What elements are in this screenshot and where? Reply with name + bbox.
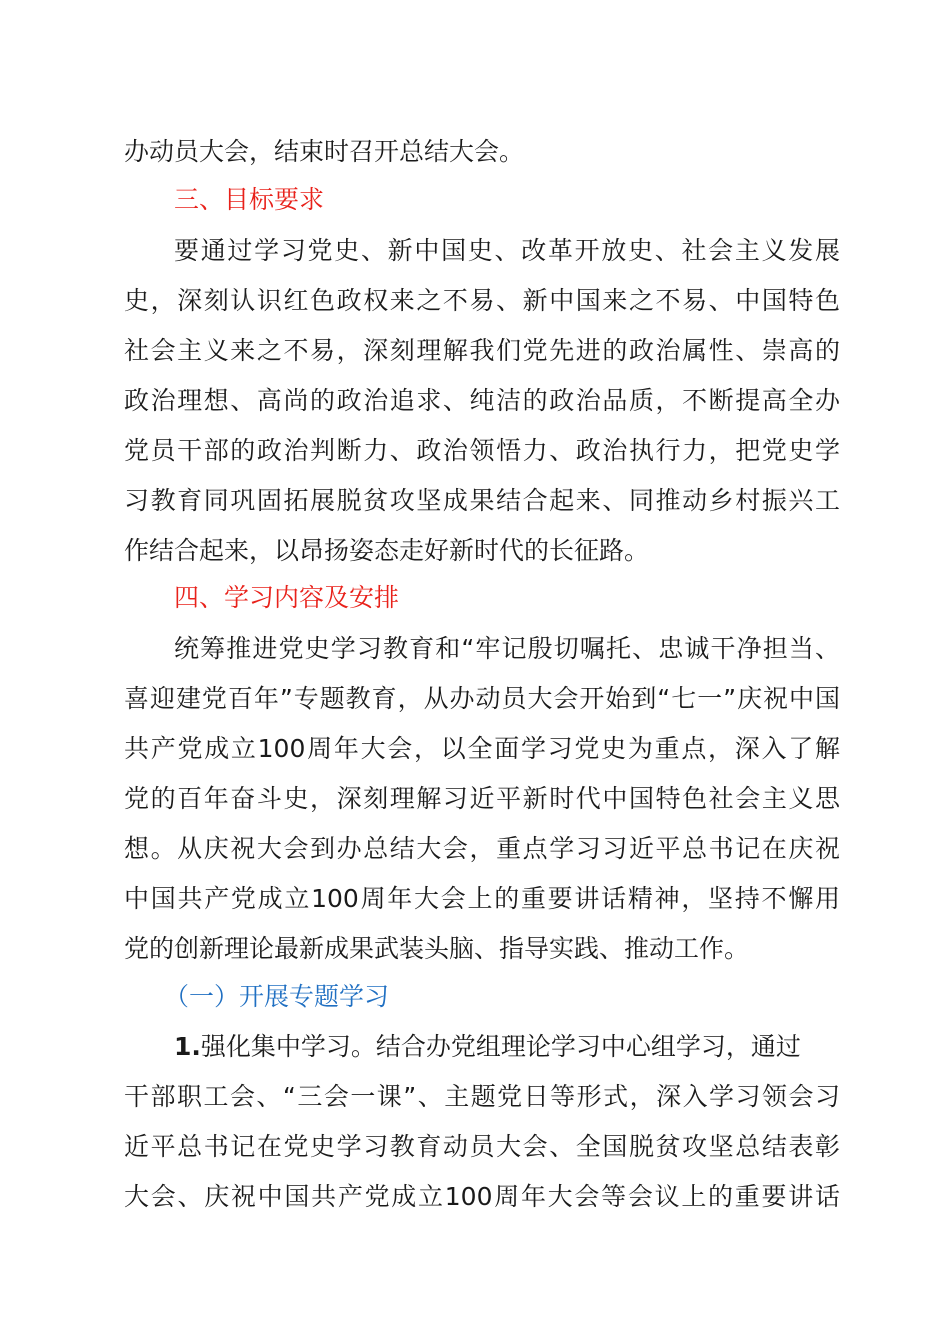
paragraph-line: 中国共产党成立100周年大会上的重要讲话精神，坚持不懈用 [124,884,840,913]
paragraph-line: 社会主义来之不易，深刻理解我们党先进的政治属性、崇高的 [124,336,840,365]
paragraph-line: 大会、庆祝中国共产党成立100周年大会等会议上的重要讲话 [124,1182,840,1211]
section-heading-objectives: 三、目标要求 [174,185,325,214]
paragraph-line: 干部职工会、“三会一课”、主题党日等形式，深入学习领会习 [124,1082,840,1111]
numbered-paragraph-line [174,1022,840,1072]
paragraph-line: 党的创新理论最新成果武装头脑、指导实践、推动工作。 [124,934,750,963]
paragraph-line: 统筹推进党史学习教育和“牢记殷切嘱托、忠诚干净担当、 [174,634,840,663]
item-text: 强化集中学习。结合办党组理论学习中心组学习，通过 [200,1032,801,1061]
item-number: 1. [174,1032,201,1061]
paragraph-line: 作结合起来，以昂扬姿态走好新时代的长征路。 [124,536,650,565]
paragraph-line: 党的百年奋斗史，深刻理解习近平新时代中国特色社会主义思 [124,784,840,813]
paragraph-line: 近平总书记在党史学习教育动员大会、全国脱贫攻坚总结表彰 [124,1132,840,1161]
paragraph-line: 共产党成立100周年大会，以全面学习党史为重点，深入了解 [124,734,840,763]
paragraph-line: 要通过学习党史、新中国史、改革开放史、社会主义发展 [174,236,840,265]
paragraph-line: 党员干部的政治判断力、政治领悟力、政治执行力，把党史学 [124,436,840,465]
paragraph-line: 政治理想、高尚的政治追求、纯洁的政治品质，不断提高全办 [124,386,840,415]
paragraph-line: 喜迎建党百年”专题教育，从办动员大会开始到“七一”庆祝中国 [124,684,840,713]
section-heading-content: 四、学习内容及安排 [174,583,400,612]
paragraph-line: 史，深刻认识红色政权来之不易、新中国来之不易、中国特色 [124,286,840,315]
subsection-heading: （一）开展专题学习 [164,982,390,1011]
paragraph-line: 想。从庆祝大会到办总结大会，重点学习习近平总书记在庆祝 [124,834,840,863]
paragraph-line: 习教育同巩固拓展脱贫攻坚成果结合起来、同推动乡村振兴工 [124,486,840,515]
paragraph-line: 办动员大会，结束时召开总结大会。 [124,137,525,166]
